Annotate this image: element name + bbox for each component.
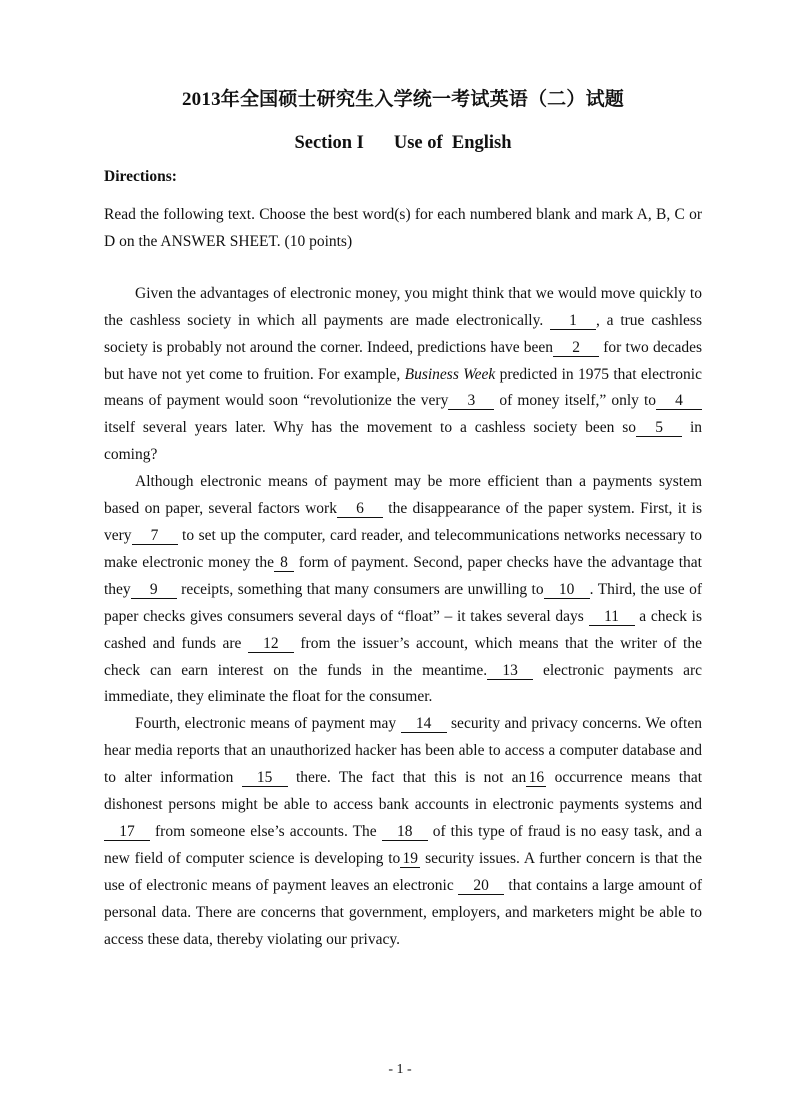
- blank-15: 15: [242, 770, 288, 787]
- blank-12: 12: [248, 636, 294, 653]
- section-heading: [104, 133, 702, 154]
- passage-text: of money itself,” only to: [494, 392, 657, 410]
- passage-text: electronic payments arc immediate, they eliminate the float for the consumer.: [104, 661, 702, 706]
- blank-17: 17: [104, 824, 150, 841]
- blank-9: 9: [131, 582, 177, 599]
- passage-text: form of payment. Second, paper checks have the advantage that they: [104, 553, 702, 598]
- blank-10: 10: [544, 582, 590, 599]
- directions-text: Read the following text. Choose the best word(s) for each numbered blank and mark A, B, C or D on the ANSWER SHEET. (10 points): [104, 206, 702, 250]
- section-name: Use of English: [393, 133, 512, 153]
- blank-4: 4: [656, 393, 702, 410]
- passage-paragraph: [104, 469, 702, 711]
- passage-text: itself several years later. Why has the movement to a cashless society been so: [104, 419, 637, 437]
- passage-text: from someone else’s accounts. The: [150, 822, 382, 840]
- passage-text: of this type of fraud is no easy task, and a new field of computer science is developing to: [104, 822, 702, 867]
- cloze-passage: [104, 281, 702, 954]
- blank-14: 14: [401, 716, 447, 733]
- passage-text: there. The fact that this is not an: [287, 769, 527, 787]
- blank-20: 20: [458, 878, 504, 895]
- exam-title: 2013年全国硕士研究生入学统一考试英语（二）试题: [181, 89, 624, 110]
- passage-paragraph: [104, 711, 702, 953]
- passage-paragraph: [104, 281, 702, 469]
- blank-18: 18: [382, 824, 428, 841]
- directions-label: Directions:: [104, 168, 177, 185]
- passage-text: Fourth, electronic means of payment may: [135, 715, 401, 733]
- page-number: - 1 -: [388, 1062, 412, 1077]
- passage-text: receipts, something that many consumers are unwilling to: [176, 580, 544, 598]
- section-number: Section I: [294, 133, 364, 153]
- passage-text: for two decades but have not yet come to fruition. For example,: [104, 338, 703, 383]
- passage-text: from the issuer’s account, which means that the writer of the check can earn interest on the funds in the meantime.: [104, 634, 702, 679]
- passage-text: Although electronic means of payment may be more efficient than a payments system based on paper, several factors work: [104, 473, 702, 518]
- passage-text: occurrence means that dishonest persons might be able to access bank accounts in electronic payments systems and: [104, 769, 703, 814]
- blank-7: 7: [132, 528, 178, 545]
- passage-text: in coming?: [104, 419, 702, 464]
- publication-name: Business Week: [404, 365, 496, 383]
- passage-text: that contains a large amount of personal data. There are concerns that government, employers, and marketers might be able to access these data, thereby violating our privacy.: [104, 876, 702, 948]
- passage-text: Given the advantages of electronic money, you might think that we would move quickly to the cashless society in which all payments are made electronically.: [104, 284, 702, 329]
- blank-6: 6: [337, 501, 383, 518]
- blank-11: 11: [589, 609, 635, 626]
- passage-text: . Third, the use of paper checks gives consumers several days of “float” – it takes several days: [104, 580, 702, 625]
- passage-text: to set up the computer, card reader, and telecommunications networks necessary to make electronic money the: [104, 526, 702, 571]
- blank-1: 1: [550, 313, 596, 330]
- passage-text: security and privacy concerns. We often hear media reports that an unauthorized hacker has been able to access a computer database and to alter information: [104, 715, 702, 787]
- blank-2: 2: [553, 340, 599, 357]
- passage-text: , a true cashless society is probably not around the corner. Indeed, predictions have been: [104, 311, 702, 356]
- blank-8: 8: [274, 555, 294, 572]
- blank-13: 13: [487, 663, 533, 680]
- passage-text: predicted in 1975 that electronic means of payment would soon “revolutionize the very: [104, 365, 702, 410]
- blank-5: 5: [636, 420, 682, 437]
- blank-3: 3: [448, 393, 494, 410]
- passage-text: security issues. A further concern is that the use of electronic means of payment leaves an electronic: [104, 849, 702, 894]
- passage-text: the disappearance of the paper system. First, it is very: [104, 500, 702, 544]
- passage-text: a check is cashed and funds are: [104, 607, 702, 652]
- blank-19: 19: [400, 851, 420, 868]
- blank-16: 16: [526, 770, 546, 787]
